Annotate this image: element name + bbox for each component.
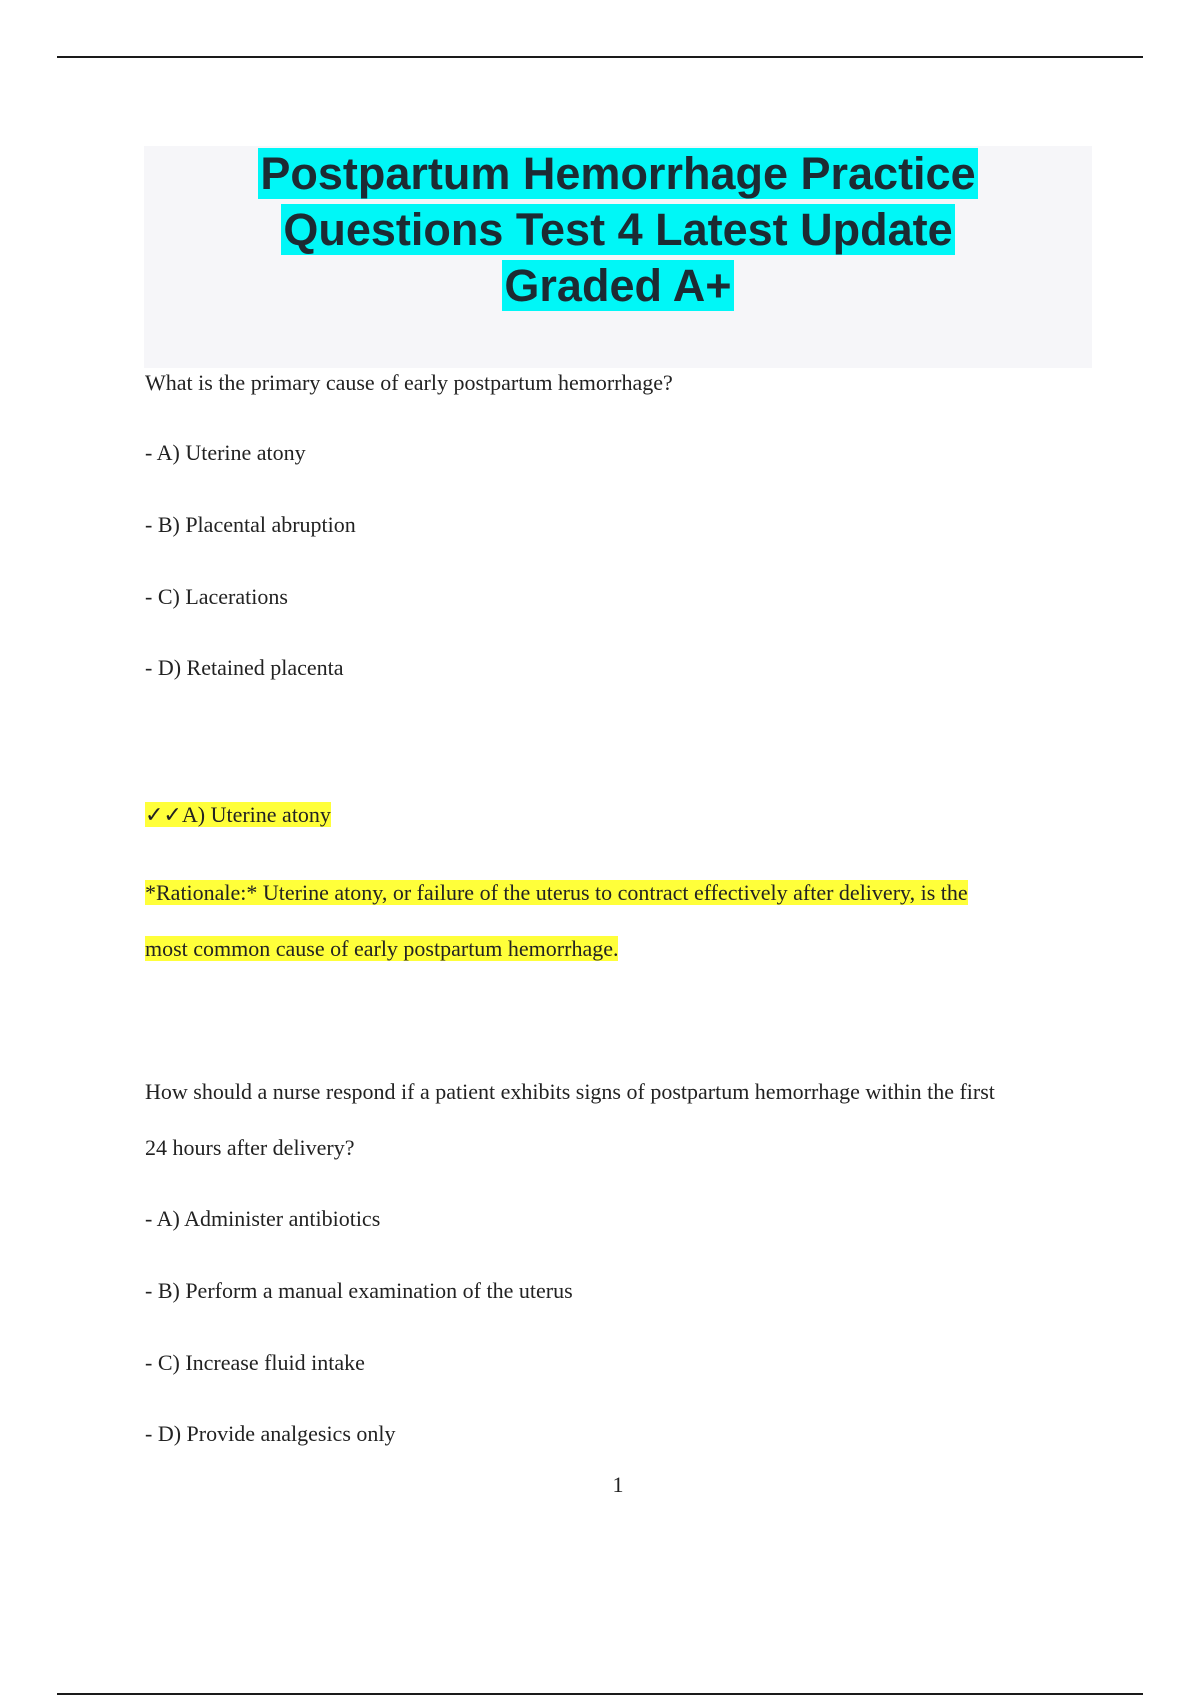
question-1-option-b: - B) Placental abruption xyxy=(145,512,356,537)
question-2-option-b: - B) Perform a manual examination of the uterus xyxy=(145,1278,573,1303)
question-2-text-line-2: 24 hours after delivery? xyxy=(145,1135,355,1160)
question-1-option-d: - D) Retained placenta xyxy=(145,655,344,680)
title-line: Graded A+ xyxy=(504,260,732,311)
double-check-icon: ✓✓ xyxy=(145,803,182,828)
document-title xyxy=(144,146,1092,314)
question-1-text: What is the primary cause of early postpartum hemorrhage? xyxy=(145,370,673,395)
question-1-answer xyxy=(145,800,331,831)
question-2-option-d: - D) Provide analgesics only xyxy=(145,1421,396,1446)
header-rule xyxy=(57,56,1143,58)
rationale-text: *Rationale:* Uterine atony, or failure of the uterus to contract effectively after delivery, is the xyxy=(145,880,968,905)
question-2-text-line-1: How should a nurse respond if a patient exhibits signs of postpartum hemorrhage within the first xyxy=(145,1079,995,1104)
answer-text: A) Uterine atony xyxy=(181,802,331,827)
title-block xyxy=(144,146,1092,368)
question-1-option-c: - C) Lacerations xyxy=(145,584,288,609)
question-1-option-a: - A) Uterine atony xyxy=(145,440,306,465)
footer-rule xyxy=(57,1693,1143,1695)
question-1-rationale-line-2 xyxy=(145,934,618,964)
page-number: 1 xyxy=(612,1472,624,1497)
question-2-option-a: - A) Administer antibiotics xyxy=(145,1206,381,1231)
title-line: Postpartum Hemorrhage Practice xyxy=(260,148,976,199)
rationale-text: most common cause of early postpartum hemorrhage. xyxy=(145,936,619,961)
question-2-option-c: - C) Increase fluid intake xyxy=(145,1350,365,1375)
title-line: Questions Test 4 Latest Update xyxy=(283,204,953,255)
answer-highlight xyxy=(145,802,331,827)
question-1-rationale-line-1 xyxy=(145,878,968,908)
